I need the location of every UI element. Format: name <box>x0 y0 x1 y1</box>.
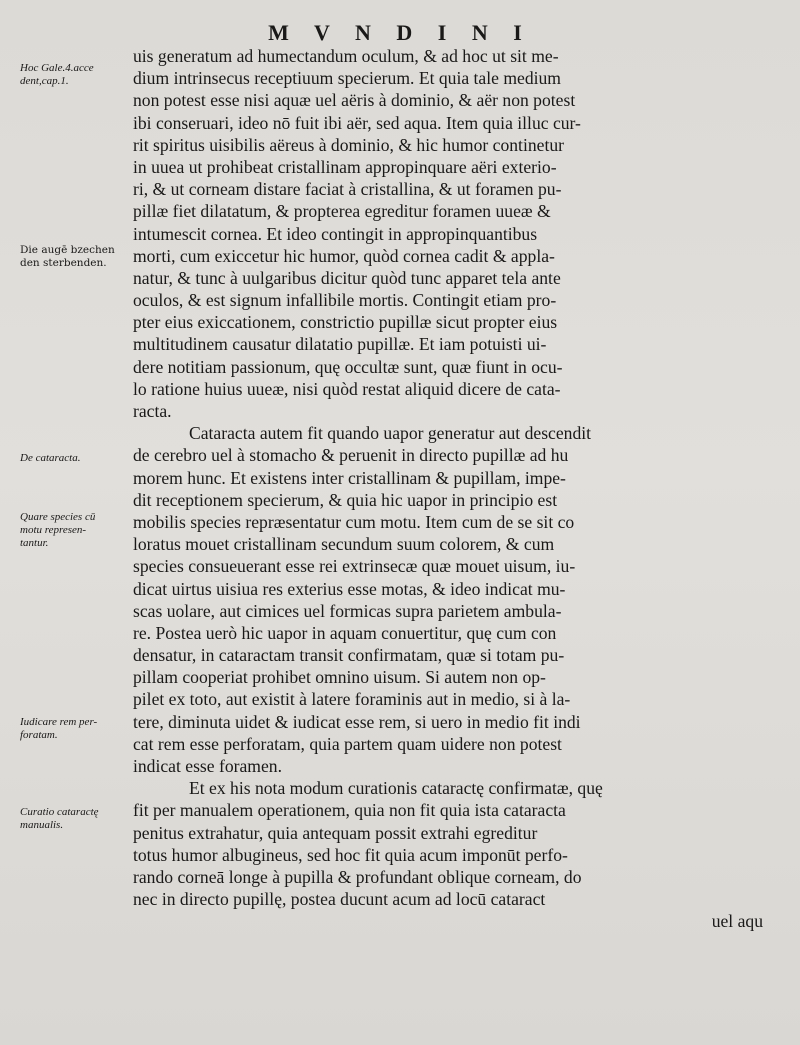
text-line: intumescit cornea. Et ideo contingit in appropinquantibus <box>133 223 538 244</box>
text-line: dere notitiam passionum, quę occultæ sunt, quæ fiunt in ocu- <box>133 356 563 377</box>
text-line: re. Postea uerò hic uapor in aquam conuertitur, quę cum con <box>133 622 557 643</box>
margin-note: Iudicare rem per- foratam. <box>20 716 98 741</box>
text-line: pillam cooperiat prohibet omnino uisum. Si autem non op- <box>133 667 546 688</box>
text-line: fit per manualem operationem, quia non fit quia ista cataracta <box>133 800 566 821</box>
text-line: species consueuerant esse rei extrinsecæ quæ mouet uisum, iu- <box>133 556 576 577</box>
text-line: totus humor albugineus, sed hoc fit quia acum imponūt perfo- <box>133 844 568 865</box>
text-line: Et ex his nota modum curationis cataractę confirmatæ, quę <box>189 778 603 799</box>
text-line: penitus extrahatur, quia antequam possit extrahi egreditur <box>133 822 538 843</box>
text-line: multitudinem causatur dilatatio pupillæ. Et iam potuisti ui- <box>133 334 547 355</box>
text-line: Cataracta autem fit quando uapor generatur aut descendit <box>189 423 592 444</box>
text-line: natur, & tunc à uulgaribus dicitur quòd tunc apparet tela ante <box>133 267 561 288</box>
body-text <box>133 45 783 933</box>
text-line: ibi conseruari, ideo nō fuit ibi aër, sed aqua. Item quia illuc cur- <box>133 112 581 133</box>
text-line: lo ratione huius uueæ, nisi quòd restat aliquid dicere de cata- <box>133 378 561 399</box>
text-line: dit receptionem specierum, & quia hic uapor in principio est <box>133 489 558 510</box>
text-line: mobilis species repræsentatur cum motu. Item cum de se sit co <box>133 511 575 532</box>
text-line: pillæ fiet dilatatum, & propterea egreditur foramen uueæ & <box>133 201 551 222</box>
text-line: pilet ex toto, aut existit à latere foraminis aut in medio, si à la- <box>133 689 571 710</box>
text-line: uis generatum ad humectandum oculum, & ad hoc ut sit me- <box>133 46 559 66</box>
text-line: cat rem esse perforatam, quia partem quam uidere non potest <box>133 733 562 754</box>
text-line: scas uolare, aut cimices uel formicas supra parietem ambula- <box>133 600 562 621</box>
text-line: rit spiritus uisibilis aëreus à dominio, & hic humor continetur <box>133 134 564 155</box>
text-line: dicat uirtus uisiua res exterius esse motas, & ideo indicat mu- <box>133 578 566 599</box>
text-line: racta. <box>133 401 172 421</box>
text-line: indicat esse foramen. <box>133 756 282 776</box>
text-line: non potest esse nisi aquæ uel aëris à dominio, & aër non potest <box>133 90 576 111</box>
text-line: rando corneā longe à pupilla & profundant oblique corneam, do <box>133 866 582 887</box>
text-line: tere, diminuta uidet & iudicat esse rem, si uero in medio fit indi <box>133 711 581 732</box>
text-line: densatur, in cataractam transit confirmatam, quæ si totam pu- <box>133 645 565 666</box>
text-line: dium intrinsecus receptiuum specierum. Et quia tale medium <box>133 68 561 89</box>
text-line: in uuea ut prohibeat cristallinam appropinquare aëri exterio- <box>133 156 557 177</box>
text-line: morem hunc. Et existens inter cristallinam & pupillam, impe- <box>133 467 566 488</box>
margin-note: De cataracta. <box>20 452 81 464</box>
text-line: nec in directo pupillę, postea ducunt acum ad locū cataract <box>133 889 546 910</box>
margin-note: Quare species cū motu represen- tantur. <box>20 511 96 549</box>
text-line: ri, & ut corneam distare faciat à cristallina, & ut foramen pu- <box>133 179 562 200</box>
text-line: loratus mouet cristallinam secundum suum colorem, & cum <box>133 534 555 555</box>
text-line: uel aqu <box>711 911 763 932</box>
text-line: morti, cum exiccetur hic humor, quòd cornea cadit & appla- <box>133 245 555 266</box>
margin-note: Curatio cataractę manualis. <box>20 806 99 831</box>
running-header: M V N D I N I <box>268 20 532 45</box>
text-line: pter eius exiccationem, constrictio pupillæ sicut propter eius <box>133 312 558 333</box>
margin-note: Hoc Gale.4.acce dent,cap.1. <box>20 62 94 87</box>
margin-note: Die augē bzechen den sterbenden. <box>20 244 115 269</box>
text-line: de cerebro uel à stomacho & peruenit in directo pupillæ ad hu <box>133 445 569 466</box>
text-line: oculos, & est signum infallibile mortis. Contingit etiam pro- <box>133 290 557 311</box>
